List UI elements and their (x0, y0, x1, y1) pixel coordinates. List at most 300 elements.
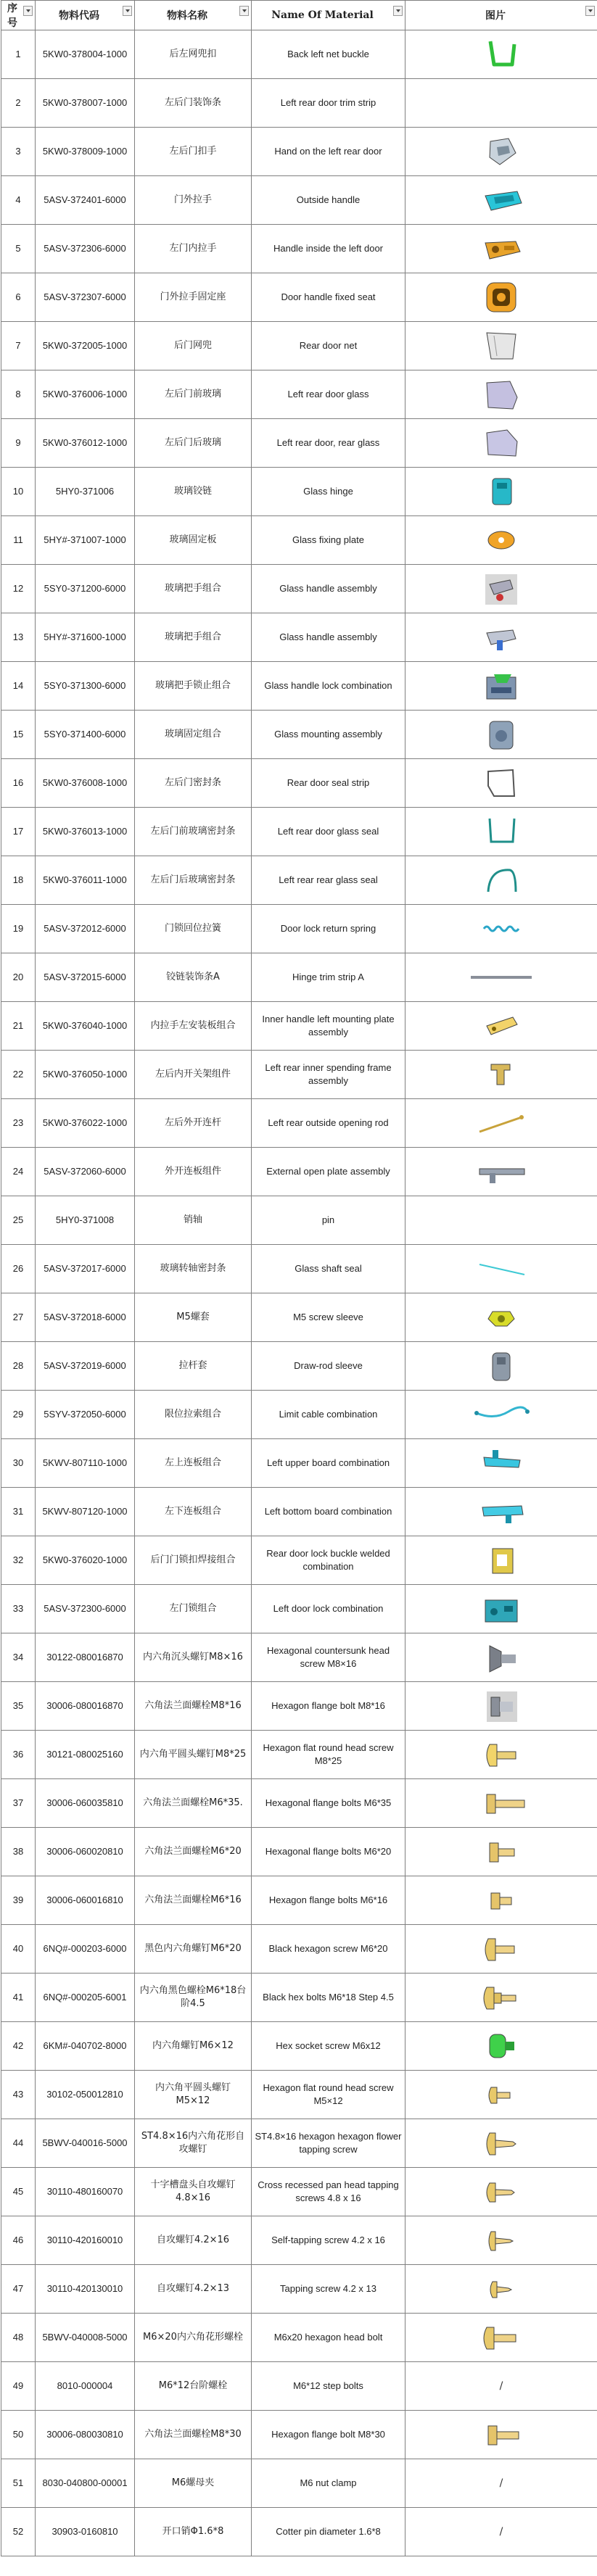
material-name-cn: 玻璃固定板 (135, 516, 252, 565)
material-name-cn: 后门网兜 (135, 322, 252, 370)
material-code: 5KW0-378007-1000 (36, 79, 135, 128)
material-code: 5ASV-372401-6000 (36, 176, 135, 225)
material-name-cn: 左后门前玻璃密封条 (135, 808, 252, 856)
fixing-plate-icon (405, 521, 597, 559)
no-picture-mark: / (499, 2477, 503, 2489)
material-name-cn: 左后门后玻璃 (135, 419, 252, 468)
material-picture (405, 1925, 597, 1974)
table-row (1, 1876, 597, 1925)
header-no: 序号 (1, 1, 36, 30)
torx-bolt-icon (405, 2319, 597, 2356)
material-name-en: M6*12 step bolts (252, 2362, 405, 2411)
row-number: 1 (1, 30, 36, 79)
table-row (1, 516, 597, 565)
material-name-en: Left bottom board combination (252, 1488, 405, 1536)
table-row (1, 856, 597, 905)
material-name-cn: ST4.8×16内六角花形自攻螺钉 (135, 2119, 252, 2168)
front-glass-icon (405, 376, 597, 413)
material-name-en: Glass mounting assembly (252, 711, 405, 759)
row-number: 19 (1, 905, 36, 953)
material-code: 30006-060020810 (36, 1828, 135, 1876)
no-picture-mark: / (499, 2525, 503, 2538)
material-picture (405, 2022, 597, 2071)
tap-screw-icon (405, 2270, 597, 2308)
round-screw-icon (405, 1736, 597, 1773)
material-picture (405, 273, 597, 322)
table-row (1, 1439, 597, 1488)
row-number: 21 (1, 1002, 36, 1051)
table-row (1, 2265, 597, 2314)
material-name-cn: 左后内开关架组件 (135, 1051, 252, 1099)
table-row (1, 2362, 597, 2411)
material-name-cn: M6×20内六角花形螺栓 (135, 2314, 252, 2362)
material-picture (405, 1828, 597, 1876)
glass-handle-icon (405, 570, 597, 608)
material-code: 5ASV-372307-6000 (36, 273, 135, 322)
row-number: 26 (1, 1245, 36, 1293)
material-name-en: M6x20 hexagon head bolt (252, 2314, 405, 2362)
table-row (1, 2119, 597, 2168)
material-name-cn: 自攻螺钉4.2×16 (135, 2216, 252, 2265)
table-row (1, 1488, 597, 1536)
material-picture (405, 370, 597, 419)
row-number: 23 (1, 1099, 36, 1148)
table-row (1, 1585, 597, 1633)
material-name-cn: 拉杆套 (135, 1342, 252, 1391)
material-picture (405, 1633, 597, 1682)
material-name-cn: 内六角平圆头螺钉 M5×12 (135, 2071, 252, 2119)
material-name-cn: 玻璃把手组合 (135, 565, 252, 613)
short-bolt-icon (405, 1881, 597, 1919)
row-number: 2 (1, 79, 36, 128)
table-row (1, 1196, 597, 1245)
pan-screw-icon (405, 2173, 597, 2211)
material-code: 30006-080016870 (36, 1682, 135, 1731)
material-code: 8030-040800-00001 (36, 2459, 135, 2508)
table-row (1, 1245, 597, 1293)
material-name-en: Hexagonal countersunk head screw M8×16 (252, 1633, 405, 1682)
table-row (1, 2071, 597, 2119)
table-row (1, 1779, 597, 1828)
frame-assembly-icon (405, 1056, 597, 1093)
table-row (1, 2314, 597, 2362)
material-name-cn: 左后门扣手 (135, 128, 252, 176)
table-row (1, 711, 597, 759)
material-name-en: Glass handle lock combination (252, 662, 405, 711)
material-picture (405, 1682, 597, 1731)
material-picture (405, 613, 597, 662)
table-row (1, 176, 597, 225)
material-name-en: Black hexagon screw M6*20 (252, 1925, 405, 1974)
material-code: 6KM#-040702-8000 (36, 2022, 135, 2071)
row-number: 35 (1, 1682, 36, 1731)
table-row (1, 1293, 597, 1342)
material-picture (405, 2411, 597, 2459)
u-seal-icon (405, 813, 597, 850)
filter-dropdown-icon[interactable] (23, 6, 33, 16)
seal-strip-icon (405, 764, 597, 802)
material-name-en: Glass shaft seal (252, 1245, 405, 1293)
material-name-cn: 内六角沉头螺钉M8×16 (135, 1633, 252, 1682)
material-name-cn: 限位拉索组合 (135, 1391, 252, 1439)
material-name-cn: 左后外开连杆 (135, 1099, 252, 1148)
small-screw-icon (405, 2076, 597, 2113)
table-row (1, 419, 597, 468)
material-name-en: Glass fixing plate (252, 516, 405, 565)
material-picture (405, 953, 597, 1002)
trim-strip-icon (405, 958, 597, 996)
material-name-cn: 十字槽盘头自攻螺钉4.8×16 (135, 2168, 252, 2216)
row-number: 44 (1, 2119, 36, 2168)
material-picture (405, 1974, 597, 2022)
material-picture (405, 419, 597, 468)
self-tap-icon (405, 2221, 597, 2259)
material-name-en: pin (252, 1196, 405, 1245)
header-row (1, 1, 597, 30)
handle-lock-icon (405, 667, 597, 705)
material-code: 5ASV-372018-6000 (36, 1293, 135, 1342)
row-number: 40 (1, 1925, 36, 1974)
material-code: 5ASV-372012-6000 (36, 905, 135, 953)
material-name-en: Hexagon flange bolt M8*16 (252, 1682, 405, 1731)
material-picture (405, 759, 597, 808)
table-row (1, 1633, 597, 1682)
material-code: 30110-420130010 (36, 2265, 135, 2314)
green-screw-icon (405, 2027, 597, 2065)
material-picture (405, 79, 597, 128)
material-picture (405, 2508, 597, 2556)
material-picture (405, 565, 597, 613)
material-name-en: Limit cable combination (252, 1391, 405, 1439)
header-en: Name Of Material (252, 1, 405, 30)
material-code: 5ASV-372017-6000 (36, 1245, 135, 1293)
material-name-cn: 自攻螺钉4.2×13 (135, 2265, 252, 2314)
inside-handle-icon (405, 230, 597, 268)
material-code: 5ASV-372019-6000 (36, 1342, 135, 1391)
row-number: 33 (1, 1585, 36, 1633)
material-name-en: M6 nut clamp (252, 2459, 405, 2508)
table-row (1, 79, 597, 128)
row-number: 9 (1, 419, 36, 468)
row-number: 22 (1, 1051, 36, 1099)
row-number: 47 (1, 2265, 36, 2314)
material-name-en: Glass hinge (252, 468, 405, 516)
material-name-en: Rear door seal strip (252, 759, 405, 808)
material-picture (405, 2168, 597, 2216)
row-number: 38 (1, 1828, 36, 1876)
material-name-en: Left rear door glass (252, 370, 405, 419)
material-name-cn: 六角法兰面螺栓M8*16 (135, 1682, 252, 1731)
material-code: 6NQ#-000205-6001 (36, 1974, 135, 2022)
material-picture (405, 662, 597, 711)
mount-plate-icon (405, 1007, 597, 1045)
row-number: 28 (1, 1342, 36, 1391)
material-name-cn: 后门门锁扣焊接组合 (135, 1536, 252, 1585)
rod-sleeve-icon (405, 1347, 597, 1385)
material-name-cn: 六角法兰面螺栓M6*35. (135, 1779, 252, 1828)
material-picture (405, 2314, 597, 2362)
material-name-cn: 左后门装饰条 (135, 79, 252, 128)
material-name-en: Hex socket screw M6x12 (252, 2022, 405, 2071)
material-picture (405, 128, 597, 176)
row-number: 8 (1, 370, 36, 419)
table-row (1, 1925, 597, 1974)
material-picture (405, 225, 597, 273)
material-code: 5KW0-378009-1000 (36, 128, 135, 176)
row-number: 36 (1, 1731, 36, 1779)
row-number: 42 (1, 2022, 36, 2071)
table-row (1, 370, 597, 419)
table-row (1, 759, 597, 808)
material-name-en: Hexagonal flange bolts M6*35 (252, 1779, 405, 1828)
table-row (1, 2022, 597, 2071)
material-picture (405, 1196, 597, 1245)
material-name-en: Hinge trim strip A (252, 953, 405, 1002)
upper-board-icon (405, 1444, 597, 1482)
material-code: 5HY0-371008 (36, 1196, 135, 1245)
material-code: 5ASV-372015-6000 (36, 953, 135, 1002)
material-picture (405, 1293, 597, 1342)
table-row (1, 1731, 597, 1779)
row-number: 45 (1, 2168, 36, 2216)
table-row (1, 468, 597, 516)
material-name-en: Handle inside the left door (252, 225, 405, 273)
material-name-cn: 门锁回位拉簧 (135, 905, 252, 953)
table-row (1, 662, 597, 711)
filter-dropdown-icon[interactable] (585, 6, 595, 16)
material-picture (405, 1779, 597, 1828)
row-number: 10 (1, 468, 36, 516)
material-code: 5KW0-376013-1000 (36, 808, 135, 856)
material-code: 5KWV-807120-1000 (36, 1488, 135, 1536)
spring-icon (405, 910, 597, 948)
row-number: 48 (1, 2314, 36, 2362)
material-name-en: Tapping screw 4.2 x 13 (252, 2265, 405, 2314)
row-number: 3 (1, 128, 36, 176)
m8-bolt-icon (405, 2416, 597, 2453)
mounting-assembly-icon (405, 716, 597, 753)
table-body (1, 30, 597, 2556)
row-number: 34 (1, 1633, 36, 1682)
header-code: 物料代码 (36, 1, 135, 30)
tapping-screw-icon (405, 2124, 597, 2162)
row-number: 43 (1, 2071, 36, 2119)
row-number: 31 (1, 1488, 36, 1536)
material-picture (405, 516, 597, 565)
material-name-cn: 六角法兰面螺栓M6*16 (135, 1876, 252, 1925)
no-picture-mark: / (499, 2380, 503, 2392)
rear-glass-icon (405, 424, 597, 462)
row-number: 17 (1, 808, 36, 856)
material-picture (405, 468, 597, 516)
material-picture (405, 1245, 597, 1293)
long-bolt-icon (405, 1784, 597, 1822)
material-code: 30006-060035810 (36, 1779, 135, 1828)
material-name-cn: 六角法兰面螺栓M6*20 (135, 1828, 252, 1876)
material-picture (405, 1391, 597, 1439)
table-row (1, 128, 597, 176)
table-row (1, 1002, 597, 1051)
material-name-cn: 铰链装饰条A (135, 953, 252, 1002)
material-name-cn: 六角法兰面螺栓M8*30 (135, 2411, 252, 2459)
row-number: 11 (1, 516, 36, 565)
row-number: 39 (1, 1876, 36, 1925)
row-number: 4 (1, 176, 36, 225)
material-name-en: Left rear inner spending frame assembly (252, 1051, 405, 1099)
material-name-cn: M5螺套 (135, 1293, 252, 1342)
row-number: 29 (1, 1391, 36, 1439)
material-name-en: Outside handle (252, 176, 405, 225)
row-number: 16 (1, 759, 36, 808)
table-row (1, 2168, 597, 2216)
material-name-cn: 门外拉手 (135, 176, 252, 225)
row-number: 46 (1, 2216, 36, 2265)
material-name-cn: 外开连板组件 (135, 1148, 252, 1196)
material-name-en: Back left net buckle (252, 30, 405, 79)
bolt-icon (405, 1833, 597, 1871)
bottom-board-icon (405, 1493, 597, 1531)
material-picture (405, 1051, 597, 1099)
table-row (1, 2508, 597, 2556)
material-picture (405, 2459, 597, 2508)
material-name-en: Glass handle assembly (252, 613, 405, 662)
material-name-cn: M6螺母夹 (135, 2459, 252, 2508)
material-name-cn: 玻璃转轴密封条 (135, 1245, 252, 1293)
table-row (1, 1148, 597, 1196)
material-picture (405, 2119, 597, 2168)
filter-dropdown-icon[interactable] (123, 6, 132, 16)
door-net-icon (405, 327, 597, 365)
material-name-cn: 后左网兜扣 (135, 30, 252, 79)
material-code: 5HY#-371600-1000 (36, 613, 135, 662)
row-number: 13 (1, 613, 36, 662)
row-number: 52 (1, 2508, 36, 2556)
material-name-en: Hexagon flat round head screw M5×12 (252, 2071, 405, 2119)
table-row (1, 1391, 597, 1439)
material-name-cn: 内六角黑色螺栓M6*18台阶4.5 (135, 1974, 252, 2022)
table-row (1, 1682, 597, 1731)
material-code: 5KW0-376050-1000 (36, 1051, 135, 1099)
material-name-cn: 左门内拉手 (135, 225, 252, 273)
row-number: 49 (1, 2362, 36, 2411)
material-code: 30102-050012810 (36, 2071, 135, 2119)
material-code: 5SY0-371300-6000 (36, 662, 135, 711)
row-number: 20 (1, 953, 36, 1002)
door-lock-icon (405, 1590, 597, 1628)
material-code: 5BWV-040016-5000 (36, 2119, 135, 2168)
material-code: 30121-080025160 (36, 1731, 135, 1779)
material-name-en: Hexagonal flange bolts M6*20 (252, 1828, 405, 1876)
table-row (1, 1099, 597, 1148)
glass-handle-blue-icon (405, 618, 597, 656)
table-row (1, 905, 597, 953)
row-number: 50 (1, 2411, 36, 2459)
material-code: 30006-060016810 (36, 1876, 135, 1925)
material-code: 5ASV-372306-6000 (36, 225, 135, 273)
material-name-cn: 内拉手左安装板组合 (135, 1002, 252, 1051)
material-name-en: M5 screw sleeve (252, 1293, 405, 1342)
row-number: 41 (1, 1974, 36, 2022)
door-handle-icon (405, 133, 597, 170)
material-code: 5BWV-040008-5000 (36, 2314, 135, 2362)
table-row (1, 225, 597, 273)
material-code: 6NQ#-000203-6000 (36, 1925, 135, 1974)
material-name-en: Left rear rear glass seal (252, 856, 405, 905)
material-code: 5SY0-371200-6000 (36, 565, 135, 613)
material-code: 5KWV-807110-1000 (36, 1439, 135, 1488)
table-row (1, 1536, 597, 1585)
handle-seat-icon (405, 278, 597, 316)
material-code: 30903-0160810 (36, 2508, 135, 2556)
material-picture (405, 856, 597, 905)
row-number: 25 (1, 1196, 36, 1245)
row-number: 7 (1, 322, 36, 370)
material-name-en: Self-tapping screw 4.2 x 16 (252, 2216, 405, 2265)
materials-table (1, 0, 597, 2556)
cable-icon (405, 1396, 597, 1433)
material-name-cn: 黑色内六角螺钉M6*20 (135, 1925, 252, 1974)
material-picture (405, 1439, 597, 1488)
material-code: 5HY#-371007-1000 (36, 516, 135, 565)
row-number: 15 (1, 711, 36, 759)
material-code: 5KW0-378004-1000 (36, 30, 135, 79)
filter-dropdown-icon[interactable] (239, 6, 249, 16)
material-name-en: Left rear door glass seal (252, 808, 405, 856)
material-picture (405, 808, 597, 856)
material-name-en: Door handle fixed seat (252, 273, 405, 322)
material-name-cn: 玻璃固定组合 (135, 711, 252, 759)
material-code: 5HY0-371006 (36, 468, 135, 516)
material-name-cn: 内六角螺钉M6×12 (135, 2022, 252, 2071)
table-row (1, 565, 597, 613)
material-code: 5KW0-376011-1000 (36, 856, 135, 905)
material-name-en: External open plate assembly (252, 1148, 405, 1196)
table-row (1, 1051, 597, 1099)
material-code: 5KW0-376020-1000 (36, 1536, 135, 1585)
net-buckle-icon (405, 36, 597, 73)
material-picture (405, 1488, 597, 1536)
screw-sleeve-icon (405, 1299, 597, 1336)
material-name-en: Hand on the left rear door (252, 128, 405, 176)
material-picture (405, 2071, 597, 2119)
table-row (1, 613, 597, 662)
material-name-en: Left rear door trim strip (252, 79, 405, 128)
material-name-en: Left rear door, rear glass (252, 419, 405, 468)
shaft-seal-icon (405, 1250, 597, 1288)
table-row (1, 322, 597, 370)
row-number: 14 (1, 662, 36, 711)
material-code: 5ASV-372300-6000 (36, 1585, 135, 1633)
material-name-cn: 开口销Φ1.6*8 (135, 2508, 252, 2556)
material-code: 30110-480160070 (36, 2168, 135, 2216)
filter-dropdown-icon[interactable] (393, 6, 403, 16)
table-row (1, 1342, 597, 1391)
material-code: 5KW0-376040-1000 (36, 1002, 135, 1051)
row-number: 37 (1, 1779, 36, 1828)
material-name-en: ST4.8×16 hexagon hexagon flower tapping screw (252, 2119, 405, 2168)
material-code: 30122-080016870 (36, 1633, 135, 1682)
table-row (1, 1828, 597, 1876)
material-name-cn: 玻璃铰链 (135, 468, 252, 516)
table-row (1, 2411, 597, 2459)
black-screw-icon (405, 1930, 597, 1968)
material-code: 5SY0-371400-6000 (36, 711, 135, 759)
material-picture (405, 1536, 597, 1585)
material-name-en: Hexagon flat round head screw M8*25 (252, 1731, 405, 1779)
material-name-en: Cross recessed pan head tapping screws 4.8 x 16 (252, 2168, 405, 2216)
material-code: 5SYV-372050-6000 (36, 1391, 135, 1439)
material-name-cn: 左后门前玻璃 (135, 370, 252, 419)
